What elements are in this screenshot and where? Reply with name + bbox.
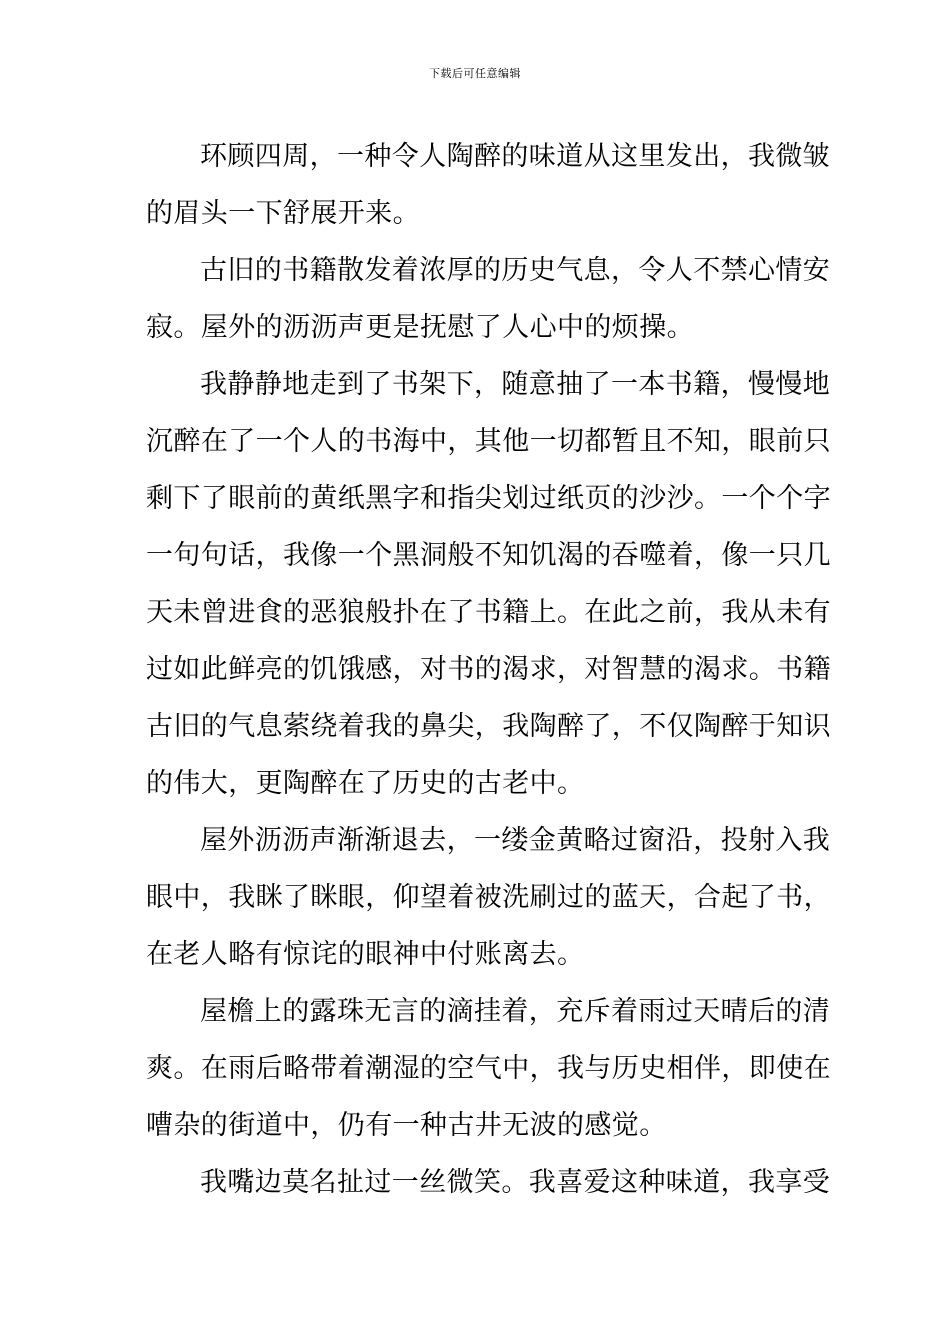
page-header: 下载后可任意编辑 <box>429 67 521 80</box>
paragraph-line: 天未曾进食的恶狼般扑在了书籍上。在此之前，我从未有 <box>146 597 831 628</box>
paragraph-line: 我嘴边莫名扯过一丝微笑。我喜爱这种味道，我享受 <box>200 1167 831 1198</box>
paragraph <box>146 812 831 983</box>
paragraph-line: 的眉头一下舒展开来。 <box>146 198 420 229</box>
paragraph-line: 寂。屋外的沥沥声更是抚慰了人心中的烦操。 <box>146 312 694 343</box>
paragraph <box>146 128 831 242</box>
paragraph-line: 剩下了眼前的黄纸黑字和指尖划过纸页的沙沙。一个个字 <box>146 483 831 514</box>
paragraph-line: 爽。在雨后略带着潮湿的空气中，我与历史相伴，即使在 <box>146 1053 831 1084</box>
paragraph-line: 古旧的书籍散发着浓厚的历史气息，令人不禁心情安 <box>200 255 831 286</box>
paragraph <box>146 242 831 356</box>
paragraph <box>146 356 831 812</box>
paragraph <box>146 1154 831 1211</box>
paragraph-line: 嘈杂的街道中，仍有一种古井无波的感觉。 <box>146 1110 667 1141</box>
paragraph-line: 屋外沥沥声渐渐退去，一缕金黄略过窗沿，投射入我 <box>200 825 831 856</box>
paragraph-line: 过如此鲜亮的饥饿感，对书的渴求，对智慧的渴求。书籍 <box>146 654 831 685</box>
paragraph <box>146 983 831 1154</box>
paragraph-line: 在老人略有惊诧的眼神中付账离去。 <box>146 939 585 970</box>
paragraph-line: 环顾四周，一种令人陶醉的味道从这里发出，我微皱 <box>200 141 831 172</box>
paragraph-line: 沉醉在了一个人的书海中，其他一切都暂且不知，眼前只 <box>146 426 831 457</box>
paragraph-line: 眼中，我眯了眯眼，仰望着被洗刷过的蓝天，合起了书， <box>146 882 831 913</box>
document-body <box>146 128 831 1211</box>
paragraph-line: 屋檐上的露珠无言的滴挂着，充斥着雨过天晴后的清 <box>200 996 831 1027</box>
paragraph-line: 古旧的气息萦绕着我的鼻尖，我陶醉了，不仅陶醉于知识 <box>146 711 831 742</box>
paragraph-line: 我静静地走到了书架下，随意抽了一本书籍，慢慢地 <box>200 369 831 400</box>
paragraph-line: 的伟大，更陶醉在了历史的古老中。 <box>146 768 585 799</box>
paragraph-line: 一句句话，我像一个黑洞般不知饥渴的吞噬着，像一只几 <box>146 540 831 571</box>
